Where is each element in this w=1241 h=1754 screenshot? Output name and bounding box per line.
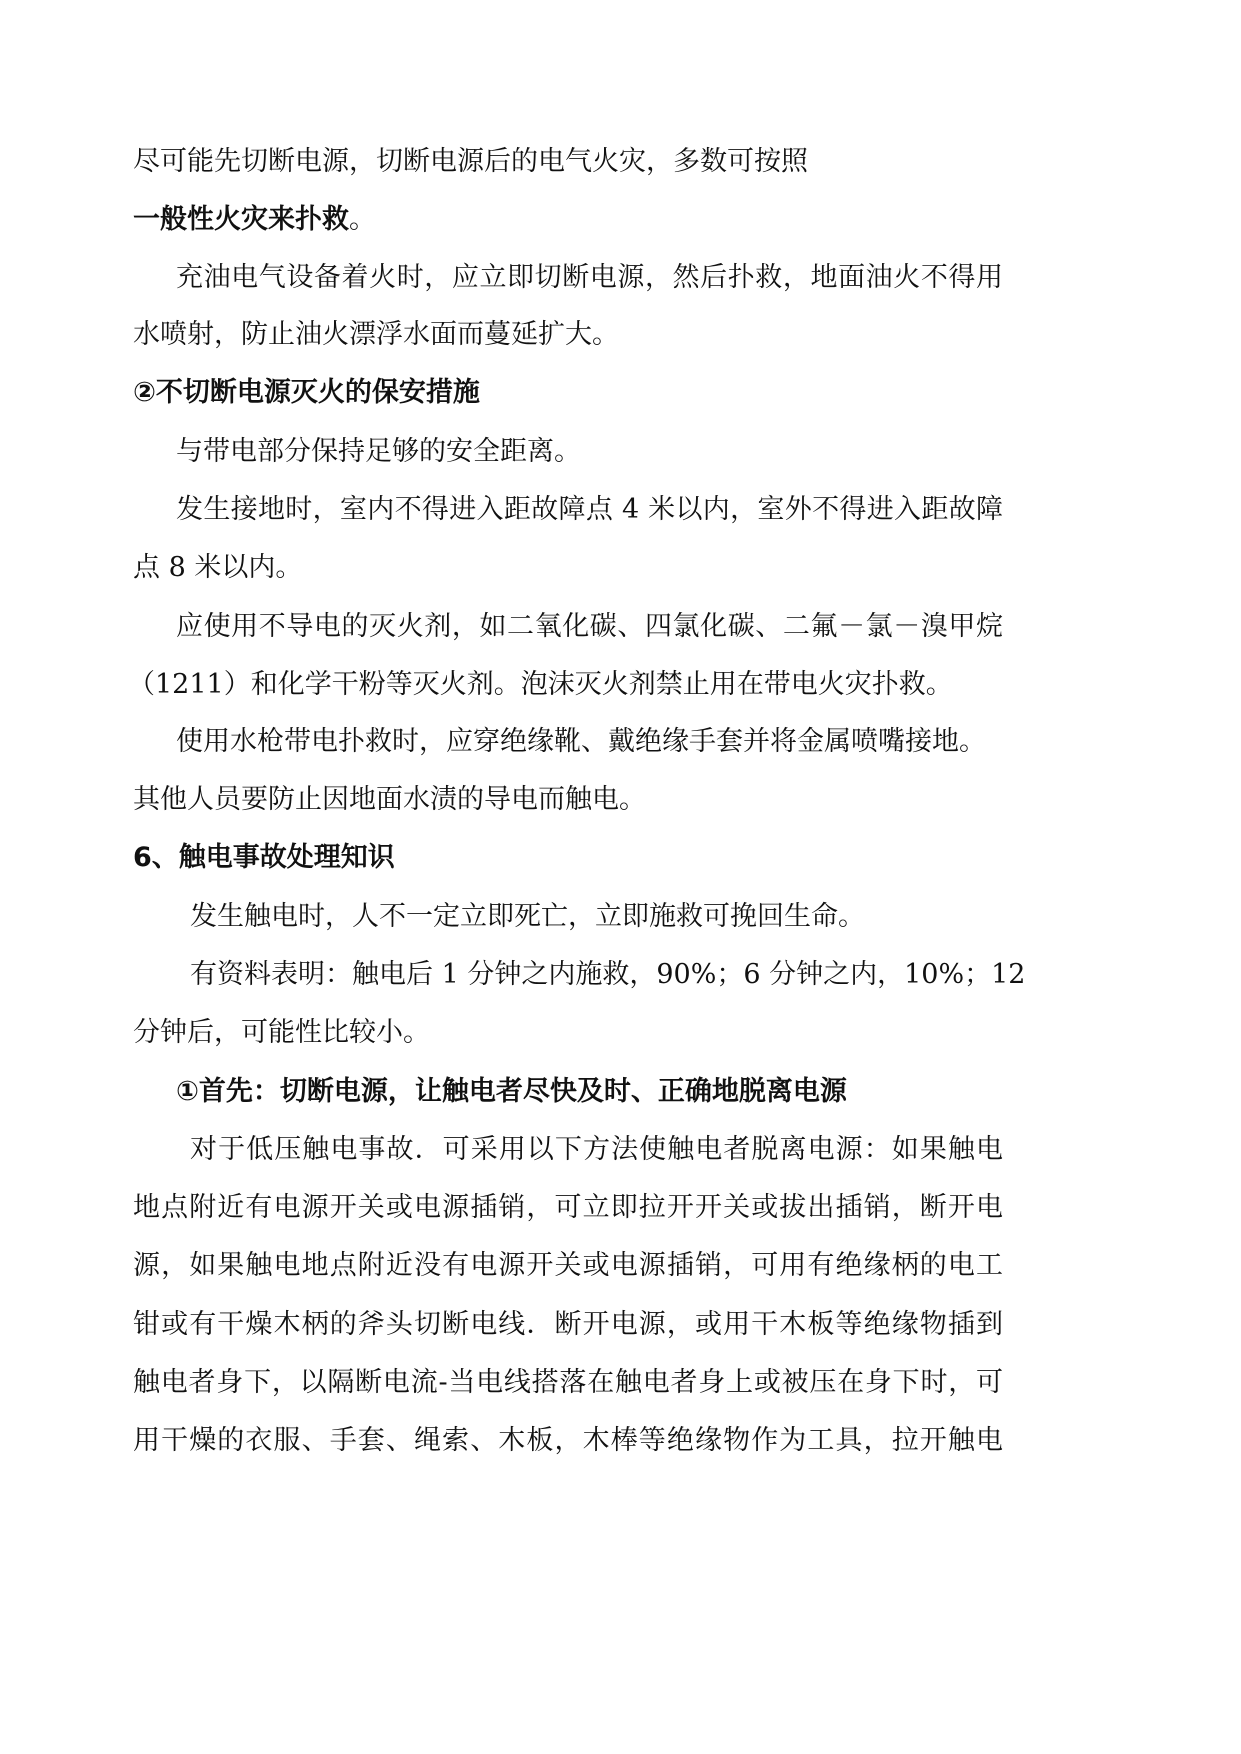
text-line: 用干燥的衣服、手套、绳索、木板，木棒等绝缘物作为工具，拉开触电	[133, 1425, 1003, 1456]
text-line: 钳或有干燥木柄的斧头切断电线．断开电源，或用干木板等绝缘物插到	[133, 1309, 1003, 1340]
text-line: 应使用不导电的灭火剂，如二氧化碳、四氯化碳、二氟－氯－溴甲烷	[176, 611, 1003, 642]
text-line: 有资料表明：触电后 1 分钟之内施救，90%；6 分钟之内，10%；12	[190, 959, 1026, 990]
text-line: 与带电部分保持足够的安全距离。	[176, 436, 581, 467]
text-line: 分钟后，可能性比较小。	[133, 1017, 430, 1048]
period: 。	[349, 204, 376, 235]
text-line: 其他人员要防止因地面水渍的导电而触电。	[133, 784, 646, 815]
text-line: （1211）和化学干粉等灭火剂。泡沫灭火剂禁止用在带电火灾扑救。	[128, 669, 953, 700]
text-line: 充油电气设备着火时，应立即切断电源，然后扑救，地面油火不得用	[176, 262, 1003, 293]
text-line: 发生触电时，人不一定立即死亡，立即施救可挽回生命。	[190, 901, 865, 932]
bold-text-line	[133, 202, 1003, 238]
text-line: 发生接地时，室内不得进入距故障点 4 米以内，室外不得进入距故障	[176, 494, 1003, 525]
text-line: 对于低压触电事故．可采用以下方法使触电者脱离电源：如果触电	[190, 1134, 1003, 1165]
section-heading: 6、触电事故处理知识	[133, 842, 395, 873]
text-line: 地点附近有电源开关或电源插销，可立即拉开开关或拔出插销，断开电	[133, 1192, 1003, 1223]
text-line: 使用水枪带电扑救时，应穿绝缘靴、戴绝缘手套并将金属喷嘴接地。	[176, 726, 986, 757]
bold-text: 一般性火灾来扑救	[133, 204, 349, 235]
text-line: 触电者身下，以隔断电流-当电线搭落在触电者身上或被压在身下时，可	[133, 1367, 1003, 1398]
text-line: 点 8 米以内。	[133, 552, 303, 583]
section-heading: ②不切断电源灭火的保安措施	[133, 377, 480, 408]
section-heading: ①首先：切断电源，让触电者尽快及时、正确地脱离电源	[176, 1076, 847, 1107]
text-line: 尽可能先切断电源，切断电源后的电气火灾，多数可按照	[133, 146, 808, 177]
text-line: 水喷射，防止油火漂浮水面而蔓延扩大。	[133, 319, 619, 350]
text-line: 源，如果触电地点附近没有电源开关或电源插销，可用有绝缘柄的电工	[133, 1250, 1003, 1281]
